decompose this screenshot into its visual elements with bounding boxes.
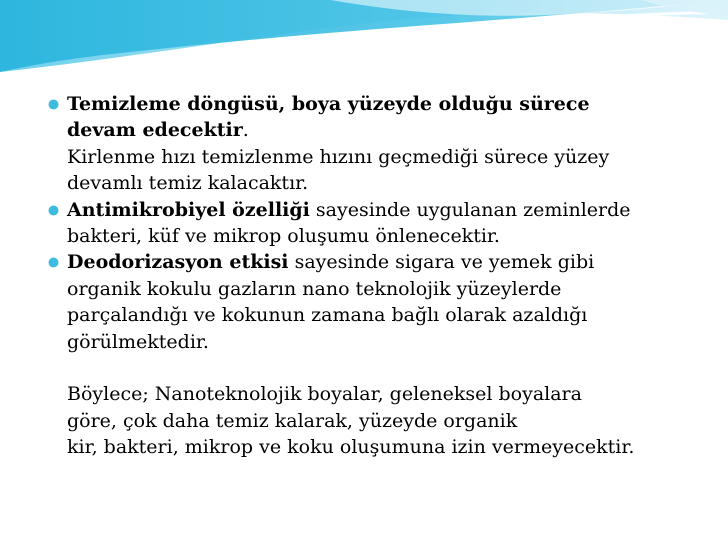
list-item (48, 197, 708, 250)
list-item (48, 249, 708, 460)
item-text: göre, çok daha temiz kalarak, yüzeyde organik (67, 409, 518, 432)
item-text: devamlı temiz kalacaktır. (67, 172, 309, 195)
item-bold-text: devam edecektir (67, 119, 243, 142)
bullet-icon (48, 257, 59, 268)
item-text: Böylece; Nanoteknolojik boyalar, geleneksel boyalara (67, 383, 582, 406)
item-text: organik kokulu gazların nano teknolojik yüzeylerde (67, 277, 562, 300)
item-bold-text: Deodorizasyon etkisi (67, 251, 289, 274)
item-bold-text: Antimikrobiyel özelliği (67, 198, 310, 221)
item-text: Kirlenme hızı temizlenme hızını geçmediği sürece yüzey (67, 145, 610, 168)
item-text: bakteri, küf ve mikrop oluşumu önlenecektir. (67, 225, 500, 248)
item-text: . (242, 119, 249, 142)
item-text: sayesinde sigara ve yemek gibi (288, 251, 595, 274)
bullet-icon (48, 205, 59, 216)
item-text: sayesinde uygulanan zeminlerde (309, 198, 631, 221)
bullet-icon (48, 99, 59, 110)
paragraph-spacer (67, 355, 708, 381)
bullet-list (48, 91, 708, 461)
item-text: parçalandığı ve kokunun zamana bağlı olarak azaldığı (67, 304, 588, 327)
header-wave-decoration (0, 0, 728, 90)
item-text: görülmektedir. (67, 330, 209, 353)
list-item (48, 91, 708, 197)
item-bold-text: Temizleme döngüsü, boya yüzeyde olduğu sürece (67, 93, 590, 115)
item-text: kir, bakteri, mikrop ve koku oluşumuna izin vermeyecektir. (67, 436, 635, 459)
